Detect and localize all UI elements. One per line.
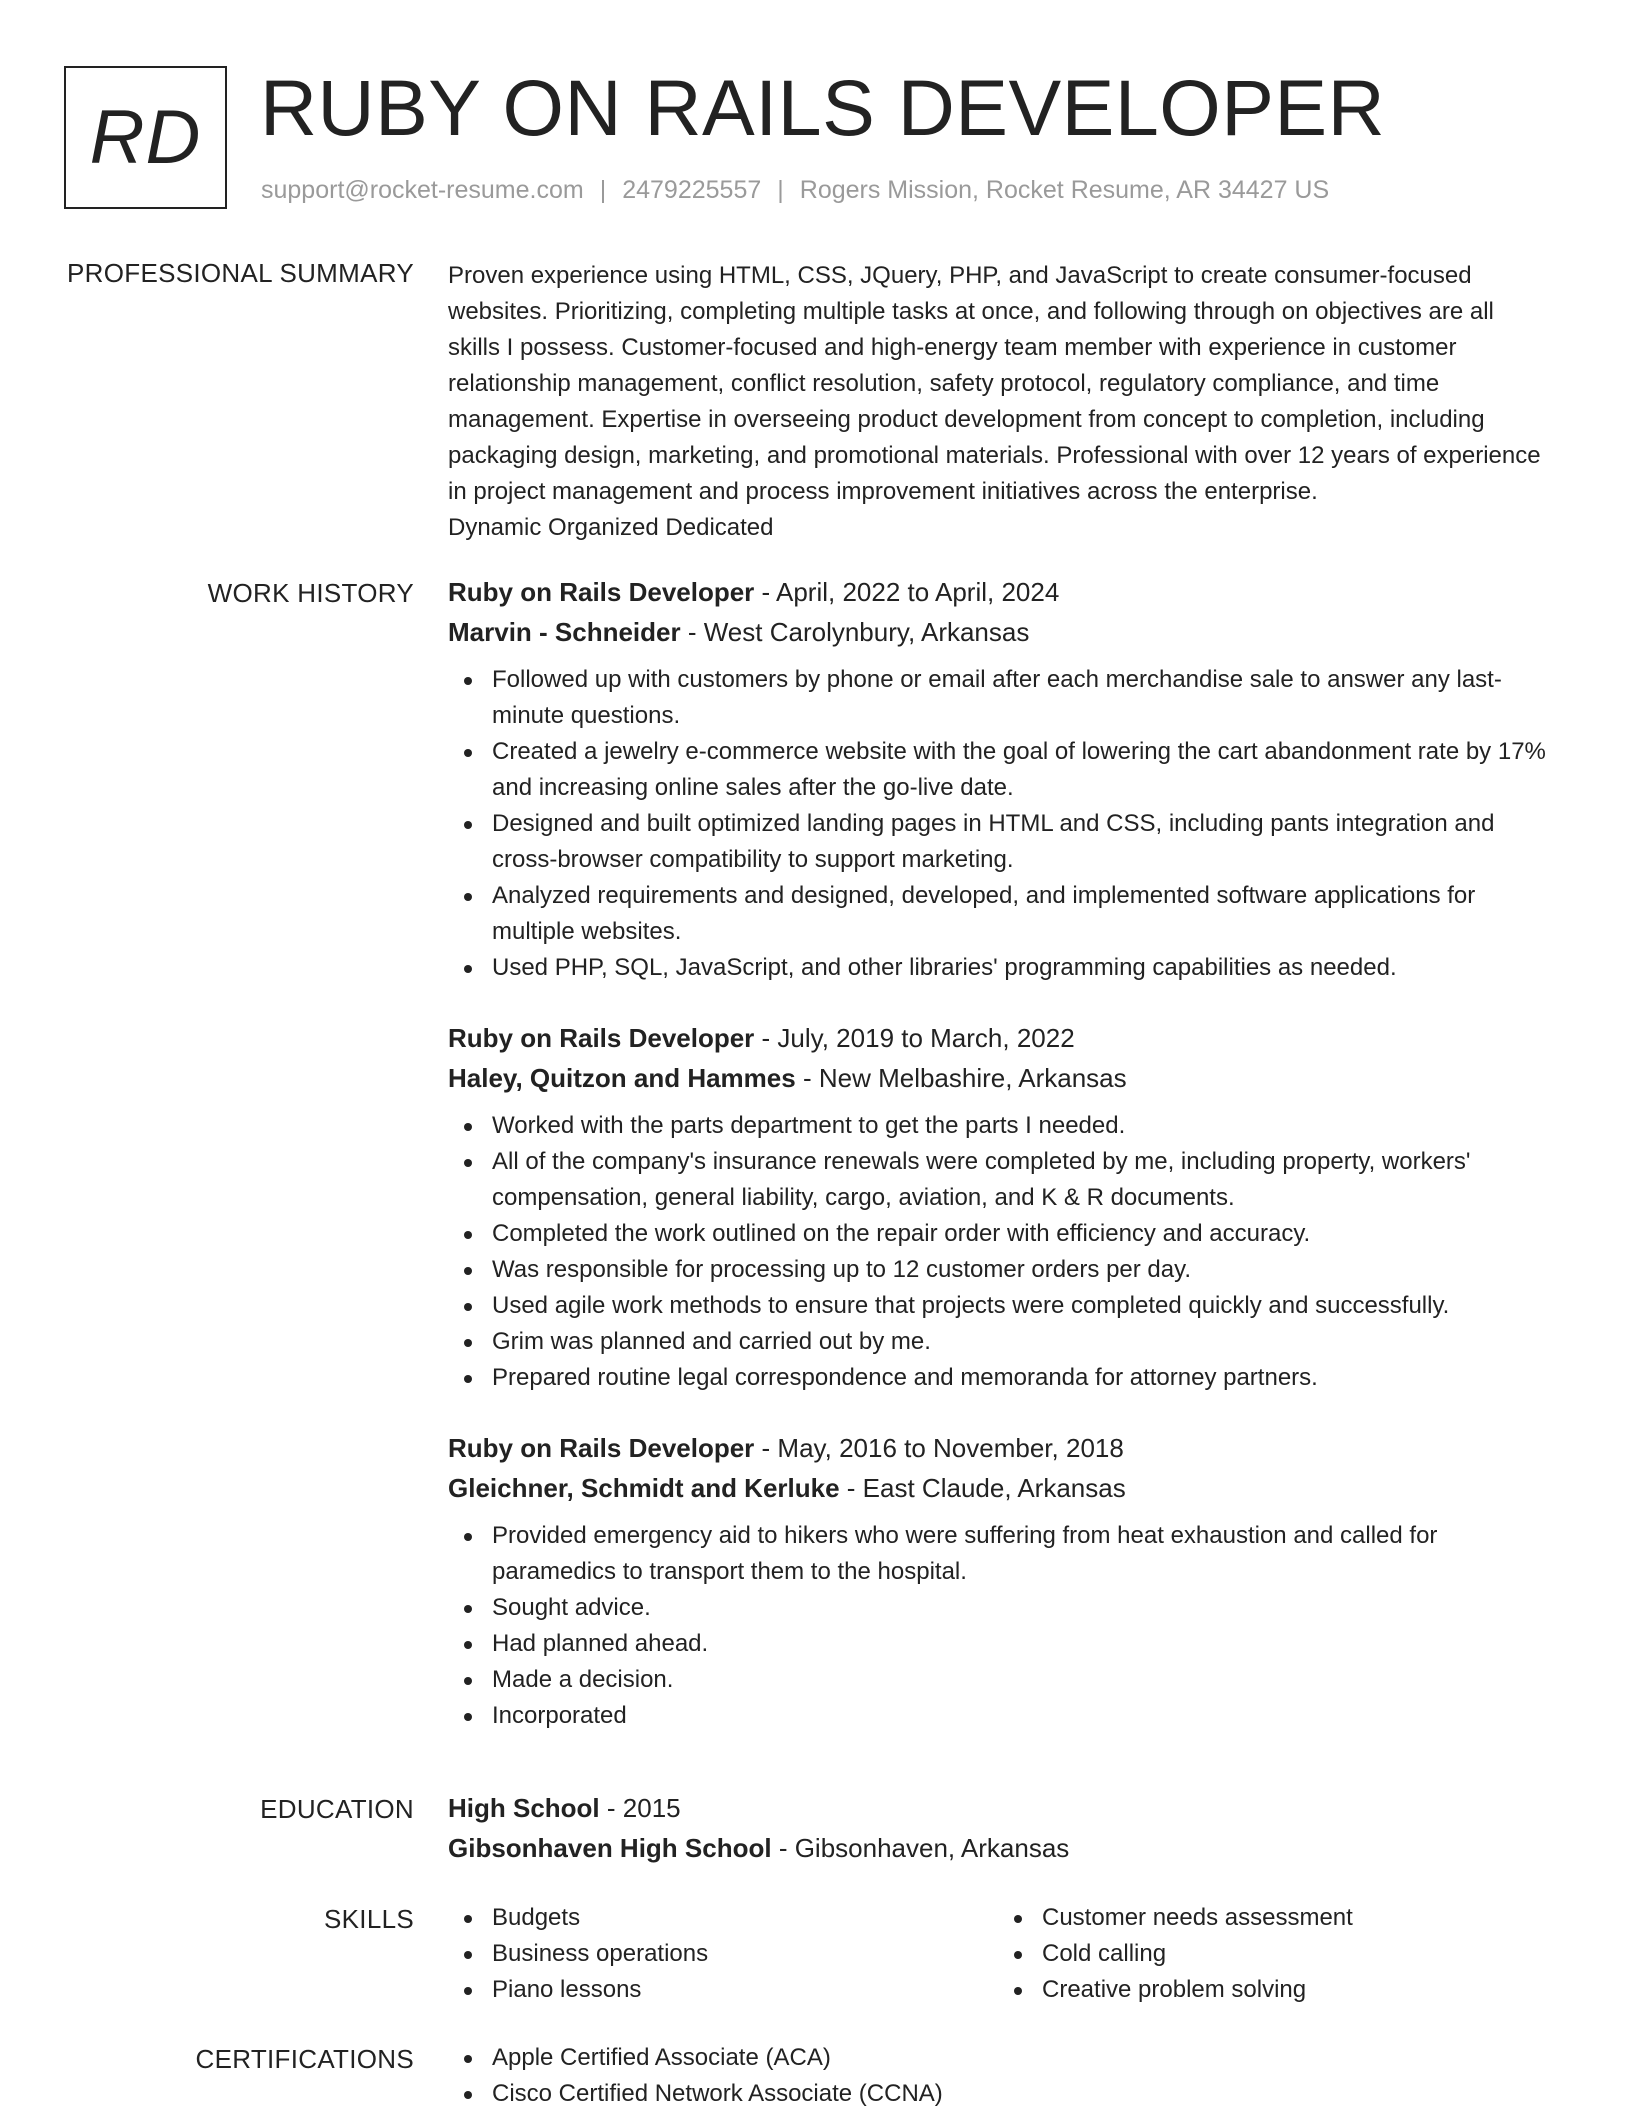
contact-address: Rogers Mission, Rocket Resume, AR 34427 US (799, 176, 1330, 204)
contact-line (261, 176, 1329, 205)
job-title-line (448, 572, 1548, 612)
skills-list-left (448, 1900, 998, 2008)
job-bullet: Used agile work methods to ensure that projects were completed quickly and successfully. (448, 1288, 1548, 1324)
resume-header (64, 63, 1568, 210)
skills-body (448, 1900, 1548, 2008)
education-body (448, 1788, 1548, 1868)
job-company: Haley, Quitzon and Hammes (448, 1063, 796, 1093)
certifications-list (448, 2040, 1548, 2112)
section-label-summary: PROFESSIONAL SUMMARY (67, 258, 414, 288)
skill-item: Customer needs assessment (998, 1900, 1548, 1936)
job-company: Marvin - Schneider (448, 617, 681, 647)
skill-item: Piano lessons (448, 1972, 998, 2008)
certifications-body (448, 2040, 1548, 2112)
section-label-certifications: CERTIFICATIONS (195, 2044, 414, 2074)
education-degree: High School (448, 1793, 600, 1823)
job-bullet: Designed and built optimized landing pages in HTML and CSS, including pants integration and cross-browser compatibility to support marketing. (448, 806, 1548, 878)
job-title: Ruby on Rails Developer (448, 577, 755, 607)
contact-email: support@rocket-resume.com (261, 176, 584, 204)
job-bullet: Prepared routine legal correspondence and memoranda for attorney partners. (448, 1360, 1548, 1396)
job-dates: - May, 2016 to November, 2018 (761, 1433, 1124, 1463)
job-company-line (448, 1468, 1548, 1508)
job-location: - West Carolynbury, Arkansas (687, 617, 1030, 647)
job-company: Gleichner, Schmidt and Kerluke (448, 1473, 840, 1503)
certification-item: Cisco Certified Network Associate (CCNA) (448, 2076, 1548, 2112)
section-label-skills: SKILLS (324, 1904, 414, 1934)
contact-separator: | (599, 176, 607, 204)
education-degree-line (448, 1788, 1548, 1828)
job-bullet: Made a decision. (448, 1662, 1548, 1698)
job-bullet: Completed the work outlined on the repair order with efficiency and accuracy. (448, 1216, 1548, 1252)
job-bullet: Followed up with customers by phone or email after each merchandise sale to answer any last-minute questions. (448, 662, 1548, 734)
job-bullets (448, 1518, 1548, 1734)
job-company-line (448, 612, 1548, 652)
contact-separator: | (777, 176, 784, 204)
section-label-education: EDUCATION (260, 1794, 414, 1824)
job-bullet: Sought advice. (448, 1590, 1548, 1626)
contact-phone: 2479225557 (622, 176, 762, 204)
skills-grid (448, 1900, 1548, 2008)
job-bullet: Worked with the parts department to get the parts I needed. (448, 1108, 1548, 1144)
skill-item: Business operations (448, 1936, 998, 1972)
education-school-line (448, 1828, 1548, 1868)
summary-body (448, 258, 1548, 546)
monogram-logo: RD (64, 66, 227, 209)
job-dates: - July, 2019 to March, 2022 (761, 1023, 1075, 1053)
job-bullet: Analyzed requirements and designed, developed, and implemented software applications for multiple websites. (448, 878, 1548, 950)
job-bullets (448, 1108, 1548, 1396)
job-title-line (448, 1428, 1548, 1468)
job-title-line (448, 1018, 1548, 1058)
section-label-work-history: WORK HISTORY (207, 578, 414, 608)
certification-item: Apple Certified Associate (ACA) (448, 2040, 1548, 2076)
job-bullet: Had planned ahead. (448, 1626, 1548, 1662)
job-location: - New Melbashire, Arkansas (802, 1063, 1127, 1093)
job-company-line (448, 1058, 1548, 1098)
job-bullet: Grim was planned and carried out by me. (448, 1324, 1548, 1360)
skill-item: Cold calling (998, 1936, 1548, 1972)
candidate-title: RUBY ON RAILS DEVELOPER (260, 63, 1386, 152)
job-location: - East Claude, Arkansas (846, 1473, 1126, 1503)
job-bullet: Created a jewelry e-commerce website with the goal of lowering the cart abandonment rate by 17% and increasing online sales after the go-live date. (448, 734, 1548, 806)
job-bullet: Used PHP, SQL, JavaScript, and other libraries' programming capabilities as needed. (448, 950, 1548, 986)
education-year: - 2015 (606, 1793, 681, 1823)
job-dates: - April, 2022 to April, 2024 (761, 577, 1060, 607)
job-bullet: All of the company's insurance renewals were completed by me, including property, workers' compensation, general liability, cargo, aviation, and K & R documents. (448, 1144, 1548, 1216)
job-bullet: Was responsible for processing up to 12 customer orders per day. (448, 1252, 1548, 1288)
job-bullet: Incorporated (448, 1698, 1548, 1734)
summary-text: Proven experience using HTML, CSS, JQuery, PHP, and JavaScript to create consumer-focused websites. Prioritizing, completing multiple tasks at once, and following through on objectives are all skills I possess. Customer-focused and high-energy team member with experience in customer relationship management, conflict resolution, safety protocol, regulatory compliance, and time management. Expertise in overseeing product development from concept to completion, including packaging design, marketing, and promotional materials. Professional with over 12 years of experience in project management and process improvement initiatives across the enterprise. (448, 262, 1541, 505)
skill-item: Budgets (448, 1900, 998, 1936)
job-entry (448, 572, 1548, 986)
job-entry (448, 1018, 1548, 1396)
job-bullet: Provided emergency aid to hikers who were suffering from heat exhaustion and called for paramedics to transport them to the hospital. (448, 1518, 1548, 1590)
job-title: Ruby on Rails Developer (448, 1433, 755, 1463)
education-location: - Gibsonhaven, Arkansas (778, 1833, 1070, 1863)
job-bullets (448, 662, 1548, 986)
summary-traits: Dynamic Organized Dedicated (448, 514, 774, 541)
skills-list-right (998, 1900, 1548, 2008)
skill-item: Creative problem solving (998, 1972, 1548, 2008)
work-history-body (448, 572, 1548, 1734)
job-entry (448, 1428, 1548, 1734)
education-school: Gibsonhaven High School (448, 1833, 772, 1863)
job-title: Ruby on Rails Developer (448, 1023, 755, 1053)
